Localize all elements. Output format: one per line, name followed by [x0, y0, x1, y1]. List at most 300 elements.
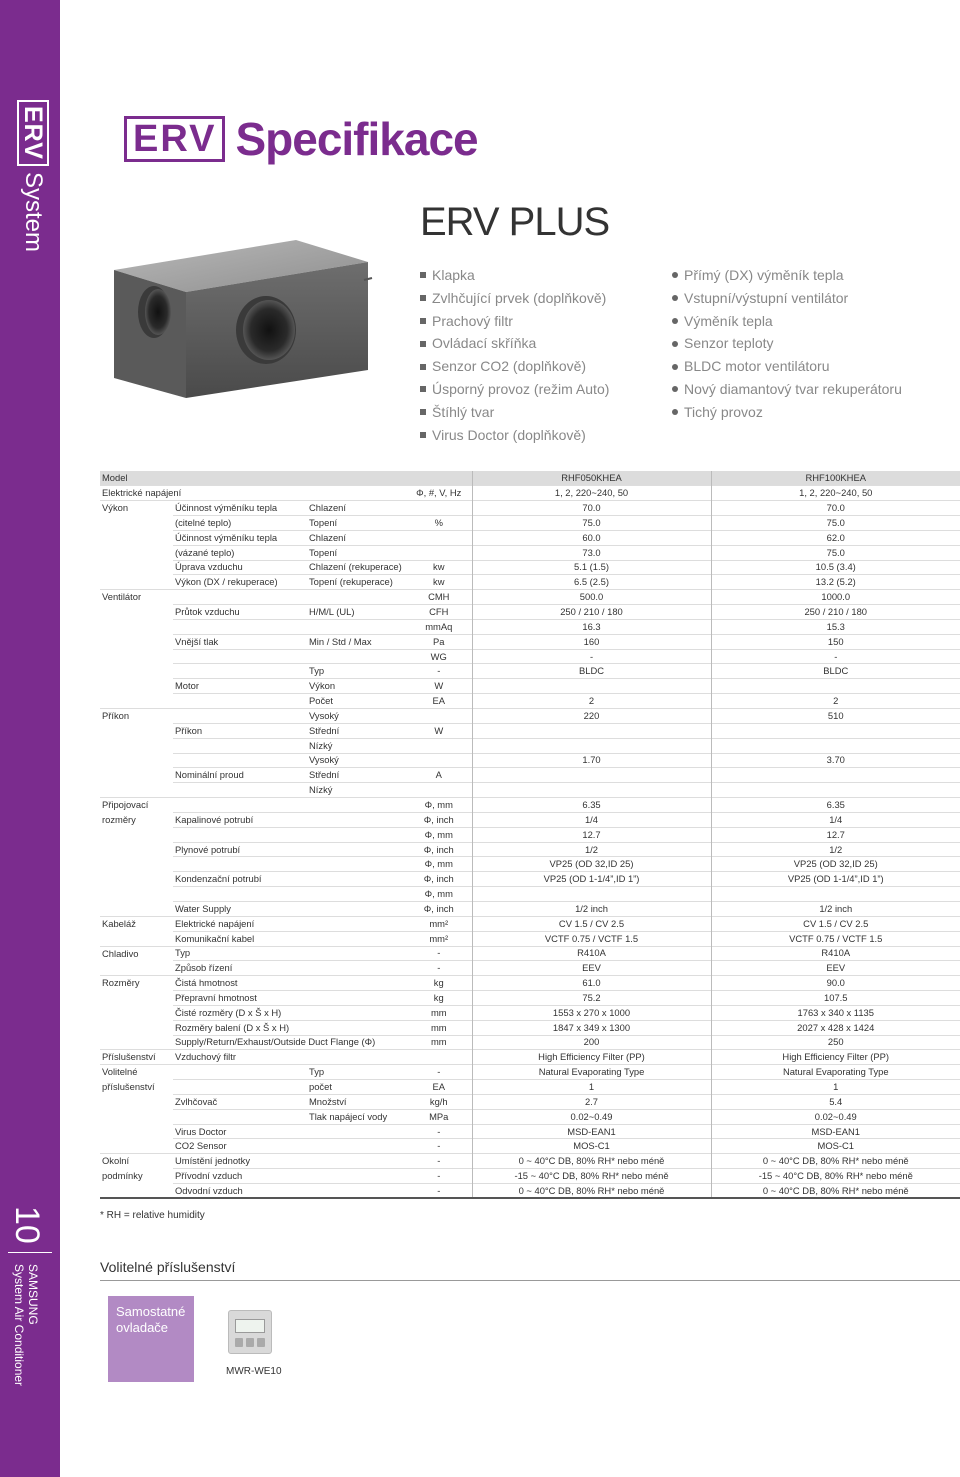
- spec-cell-item: [173, 1109, 307, 1124]
- spec-cell-item: Rozměry balení (D x Š x H): [173, 1020, 307, 1035]
- spec-cell-group: [100, 545, 173, 560]
- spec-cell-value-rhf050: 0 ~ 40°C DB, 80% RH* nebo méně: [472, 1154, 711, 1169]
- spec-cell-unit: Φ, #, V, Hz: [406, 486, 472, 501]
- spec-cell-sub: Výkon: [307, 679, 406, 694]
- spec-cell-group: [100, 901, 173, 916]
- spec-cell-value-rhf100: MSD-EAN1: [711, 1124, 960, 1139]
- feature-left-item: Štíhlý tvar: [420, 401, 609, 424]
- spec-cell-value-rhf050: 16.3: [472, 619, 711, 634]
- spec-cell-unit: kg: [406, 991, 472, 1006]
- spec-cell-sub: [307, 991, 406, 1006]
- spec-cell-group: [100, 634, 173, 649]
- spec-cell-sub: [307, 931, 406, 946]
- spec-cell-group: Rozměry: [100, 976, 173, 991]
- spec-cell-item: Komunikační kabel: [173, 931, 307, 946]
- spec-cell-sub: [307, 857, 406, 872]
- spec-cell-unit: WG: [406, 649, 472, 664]
- footnote: * RH = relative humidity: [100, 1210, 205, 1221]
- spec-cell-value-rhf100: 1, 2, 220~240, 50: [711, 486, 960, 501]
- spec-cell-group: [100, 619, 173, 634]
- spec-cell-sub: [307, 590, 406, 605]
- spec-cell-value-rhf050: MSD-EAN1: [472, 1124, 711, 1139]
- page-title: Specifikace: [235, 113, 478, 165]
- spec-cell-value-rhf050: 200: [472, 1035, 711, 1050]
- spec-row: [100, 738, 960, 753]
- brand-subtitle: System Air Conditioner: [12, 1264, 26, 1387]
- spec-cell-unit: Φ, mm: [406, 887, 472, 902]
- spec-cell-unit: kw: [406, 575, 472, 590]
- spec-row: [100, 605, 960, 620]
- spec-cell-value-rhf100: 2027 x 428 x 1424: [711, 1020, 960, 1035]
- spec-cell-value-rhf100: BLDC: [711, 664, 960, 679]
- spec-row: [100, 1184, 960, 1199]
- spec-cell-value-rhf100: 1/4: [711, 812, 960, 827]
- spec-cell-unit: CMH: [406, 590, 472, 605]
- spec-cell-sub: [307, 916, 406, 931]
- spec-cell-value-rhf100: 1/2: [711, 842, 960, 857]
- spec-row: [100, 872, 960, 887]
- spec-cell-sub: Střední: [307, 723, 406, 738]
- spec-cell-item: (vázané teplo): [173, 545, 307, 560]
- spec-cell-group: [100, 827, 173, 842]
- spec-row: [100, 1094, 960, 1109]
- spec-cell-value-rhf050: 500.0: [472, 590, 711, 605]
- spec-row: [100, 619, 960, 634]
- brand-box: [0, 1264, 60, 1404]
- spec-cell-value-rhf050: 75.0: [472, 516, 711, 531]
- spec-cell-item: [173, 1080, 307, 1095]
- spec-cell-value-rhf050: -: [472, 649, 711, 664]
- spec-cell-value-rhf100: 75.0: [711, 516, 960, 531]
- page-header: [124, 114, 478, 164]
- spec-cell-value-rhf100: 62.0: [711, 530, 960, 545]
- sidebar-system-label: System: [20, 171, 47, 252]
- spec-cell-unit: -: [406, 946, 472, 961]
- feature-right-item: Tichý provoz: [672, 401, 902, 424]
- spec-cell-item: Water Supply: [173, 901, 307, 916]
- spec-cell-unit: W: [406, 723, 472, 738]
- spec-cell-group: [100, 1109, 173, 1124]
- spec-cell-value-rhf050: -15 ~ 40°C DB, 80% RH* nebo méně: [472, 1169, 711, 1184]
- spec-cell-item: [173, 664, 307, 679]
- spec-row: [100, 798, 960, 813]
- spec-cell-sub: [307, 961, 406, 976]
- spec-cell-value-rhf050: High Efficiency Filter (PP): [472, 1050, 711, 1065]
- spec-cell-unit: Φ, inch: [406, 812, 472, 827]
- spec-cell-unit: %: [406, 516, 472, 531]
- spec-cell-sub: [307, 887, 406, 902]
- spec-cell-group: [100, 768, 173, 783]
- spec-row: [100, 931, 960, 946]
- spec-cell-sub: [307, 827, 406, 842]
- spec-cell-item: Plynové potrubí: [173, 842, 307, 857]
- spec-cell-item: Supply/Return/Exhaust/Outside Duct Flange (Φ): [173, 1035, 307, 1050]
- spec-row: [100, 857, 960, 872]
- spec-cell-value-rhf050: 250 / 210 / 180: [472, 605, 711, 620]
- spec-cell-value-rhf100: 6.35: [711, 798, 960, 813]
- spec-cell-unit: -: [406, 1124, 472, 1139]
- spec-cell-item: Kondenzační potrubí: [173, 872, 307, 887]
- spec-cell-value-rhf050: 0 ~ 40°C DB, 80% RH* nebo méně: [472, 1184, 711, 1199]
- spec-cell-item: Odvodní vzduch: [173, 1184, 307, 1199]
- erv-unit-image: [106, 220, 386, 420]
- spec-cell-value-rhf050: 160: [472, 634, 711, 649]
- spec-row: [100, 812, 960, 827]
- spec-cell-sub: [307, 1005, 406, 1020]
- spec-row: [100, 723, 960, 738]
- spec-cell-item: Zvlhčovač: [173, 1094, 307, 1109]
- spec-cell-unit: -: [406, 1065, 472, 1080]
- spec-row: [100, 1020, 960, 1035]
- feature-left-item: Ovládací skříňka: [420, 332, 609, 355]
- spec-cell-sub: Nízký: [307, 738, 406, 753]
- spec-cell-unit: mmAq: [406, 619, 472, 634]
- spec-cell-value-rhf100: 250: [711, 1035, 960, 1050]
- spec-cell-sub: [307, 1154, 406, 1169]
- spec-row: [100, 575, 960, 590]
- spec-row: [100, 545, 960, 560]
- spec-cell-item: [173, 486, 307, 501]
- spec-row: [100, 976, 960, 991]
- spec-row: [100, 1139, 960, 1154]
- spec-cell-item: [173, 887, 307, 902]
- spec-row: [100, 991, 960, 1006]
- brand-name: SAMSUNG: [26, 1264, 40, 1325]
- spec-cell-item: Nominální proud: [173, 768, 307, 783]
- spec-row: [100, 1154, 960, 1169]
- spec-cell-item: Příkon: [173, 723, 307, 738]
- spec-cell-sub: Chlazení: [307, 501, 406, 516]
- spec-row: [100, 1065, 960, 1080]
- spec-cell-value-rhf100: 13.2 (5.2): [711, 575, 960, 590]
- spec-cell-value-rhf100: R410A: [711, 946, 960, 961]
- spec-cell-group: Ventilátor: [100, 590, 173, 605]
- spec-cell-unit: Φ, mm: [406, 798, 472, 813]
- spec-row: [100, 649, 960, 664]
- spec-cell-group: [100, 1139, 173, 1154]
- spec-cell-unit: [406, 1050, 472, 1065]
- spec-cell-group: [100, 1094, 173, 1109]
- spec-cell-value-rhf100: 12.7: [711, 827, 960, 842]
- spec-cell-value-rhf100: 5.4: [711, 1094, 960, 1109]
- spec-row: [100, 530, 960, 545]
- spec-cell-group: Model: [100, 471, 173, 486]
- spec-cell-group: rozměry: [102, 813, 136, 825]
- spec-cell-value-rhf050: 61.0: [472, 976, 711, 991]
- spec-cell-value-rhf050: 1.70: [472, 753, 711, 768]
- spec-cell-sub: [307, 1139, 406, 1154]
- spec-cell-value-rhf050: [472, 738, 711, 753]
- spec-cell-group: podmínky: [102, 1170, 143, 1182]
- spec-cell-value-rhf100: 2: [711, 694, 960, 709]
- spec-cell-group: [100, 753, 173, 768]
- spec-cell-item: Typ: [173, 946, 307, 961]
- spec-cell-group: [100, 649, 173, 664]
- spec-cell-group: Příslušenství: [100, 1050, 173, 1065]
- spec-header-row: [100, 471, 960, 486]
- spec-cell-group: [100, 560, 173, 575]
- spec-cell-value-rhf050: 1: [472, 1080, 711, 1095]
- spec-cell-item: Přepravní hmotnost: [173, 991, 307, 1006]
- spec-cell-sub: [307, 976, 406, 991]
- spec-row: [100, 486, 960, 501]
- spec-cell-value-rhf050: EEV: [472, 961, 711, 976]
- spec-cell-group: [100, 516, 173, 531]
- spec-row: [100, 1035, 960, 1050]
- spec-row: [100, 560, 960, 575]
- feature-right-item: Vstupní/výstupní ventilátor: [672, 287, 902, 310]
- spec-cell-group: Chladivo: [100, 946, 173, 961]
- sidebar: [0, 0, 60, 1477]
- spec-cell-value-rhf100: 0 ~ 40°C DB, 80% RH* nebo méně: [711, 1184, 960, 1199]
- spec-row: [100, 1169, 960, 1184]
- spec-cell-group: [100, 842, 173, 857]
- spec-cell-unit: [406, 471, 472, 486]
- spec-cell-unit: [406, 783, 472, 798]
- spec-cell-unit: -: [406, 1184, 472, 1199]
- spec-cell-item: [173, 694, 307, 709]
- spec-cell-value-rhf050: VP25 (OD 1-1/4”,ID 1”): [472, 872, 711, 887]
- spec-cell-sub: počet: [307, 1080, 406, 1095]
- remote-model-label: MWR-WE10: [226, 1366, 282, 1377]
- spec-cell-value-rhf100: EEV: [711, 961, 960, 976]
- spec-cell-value-rhf100: 1000.0: [711, 590, 960, 605]
- spec-cell-item: [173, 590, 307, 605]
- spec-cell-item: Kapalinové potrubí: [173, 812, 307, 827]
- spec-row: [100, 753, 960, 768]
- spec-cell-value-rhf050: CV 1.5 / CV 2.5: [472, 916, 711, 931]
- spec-cell-item: [173, 709, 307, 724]
- spec-cell-item: [173, 1065, 307, 1080]
- spec-cell-value-rhf050: RHF050KHEA: [472, 471, 711, 486]
- spec-cell-value-rhf050: 12.7: [472, 827, 711, 842]
- spec-row: [100, 887, 960, 902]
- spec-cell-value-rhf100: 150: [711, 634, 960, 649]
- spec-cell-group: Okolní: [100, 1154, 173, 1169]
- spec-cell-value-rhf100: RHF100KHEA: [711, 471, 960, 486]
- feature-left-item: Klapka: [420, 264, 609, 287]
- spec-cell-item: CO2 Sensor: [173, 1139, 307, 1154]
- spec-cell-sub: [307, 1124, 406, 1139]
- spec-row: [100, 590, 960, 605]
- spec-cell-sub: [307, 1050, 406, 1065]
- feature-left-item: Senzor CO2 (doplňkově): [420, 355, 609, 378]
- spec-cell-value-rhf100: Natural Evaporating Type: [711, 1065, 960, 1080]
- spec-cell-sub: Množství: [307, 1094, 406, 1109]
- page-number-box: [0, 1200, 60, 1248]
- spec-cell-unit: EA: [406, 1080, 472, 1095]
- spec-cell-group: [100, 887, 173, 902]
- spec-cell-value-rhf050: [472, 723, 711, 738]
- spec-cell-unit: mm: [406, 1035, 472, 1050]
- spec-cell-value-rhf050: 1553 x 270 x 1000: [472, 1005, 711, 1020]
- spec-cell-group: [100, 1184, 173, 1199]
- spec-cell-value-rhf050: 73.0: [472, 545, 711, 560]
- spec-cell-item: Motor: [173, 679, 307, 694]
- spec-cell-group: [100, 664, 173, 679]
- spec-cell-unit: [406, 753, 472, 768]
- feature-left-item: Zvlhčující prvek (doplňkově): [420, 287, 609, 310]
- spec-cell-value-rhf100: [711, 768, 960, 783]
- spec-cell-group: [100, 575, 173, 590]
- spec-cell-group: Příkon: [100, 709, 173, 724]
- page-number: 10: [8, 1206, 46, 1244]
- spec-cell-item: [173, 753, 307, 768]
- optional-accessories-title: Volitelné příslušenství: [100, 1259, 236, 1275]
- spec-cell-value-rhf100: [711, 887, 960, 902]
- spec-row: [100, 842, 960, 857]
- spec-cell-unit: Φ, mm: [406, 827, 472, 842]
- spec-cell-value-rhf100: MOS-C1: [711, 1139, 960, 1154]
- spec-cell-group: [100, 1020, 173, 1035]
- spec-cell-item: Vnější tlak: [173, 634, 307, 649]
- spec-row: [100, 679, 960, 694]
- spec-cell-item: Vzduchový filtr: [173, 1050, 307, 1065]
- spec-cell-group: [100, 1035, 173, 1050]
- spec-row: [100, 516, 960, 531]
- optional-divider: [100, 1280, 960, 1281]
- spec-cell-unit: kg: [406, 976, 472, 991]
- spec-cell-group: [100, 738, 173, 753]
- spec-cell-unit: [406, 530, 472, 545]
- spec-cell-value-rhf050: 1/4: [472, 812, 711, 827]
- spec-cell-value-rhf050: 60.0: [472, 530, 711, 545]
- spec-cell-item: Přívodní vzduch: [173, 1169, 307, 1184]
- spec-cell-group: [100, 872, 173, 887]
- spec-cell-value-rhf050: 6.35: [472, 798, 711, 813]
- spec-cell-value-rhf100: CV 1.5 / CV 2.5: [711, 916, 960, 931]
- spec-cell-value-rhf100: 15.3: [711, 619, 960, 634]
- spec-cell-item: Čistá hmotnost: [173, 976, 307, 991]
- spec-cell-sub: [307, 471, 406, 486]
- spec-cell-item: [173, 857, 307, 872]
- spec-cell-group: [100, 961, 173, 976]
- spec-cell-value-rhf100: [711, 783, 960, 798]
- spec-cell-unit: -: [406, 1169, 472, 1184]
- spec-cell-sub: Min / Std / Max: [307, 634, 406, 649]
- spec-cell-value-rhf050: VP25 (OD 32,ID 25): [472, 857, 711, 872]
- spec-cell-group: Připojovací: [100, 798, 173, 813]
- spec-cell-sub: [307, 486, 406, 501]
- spec-cell-value-rhf100: 1/2 inch: [711, 901, 960, 916]
- spec-cell-item: Elektrické napájení: [173, 916, 307, 931]
- spec-cell-sub: Nízký: [307, 783, 406, 798]
- spec-cell-sub: [307, 1169, 406, 1184]
- feature-left-item: Úsporný provoz (režim Auto): [420, 378, 609, 401]
- spec-cell-value-rhf100: [711, 723, 960, 738]
- spec-row: [100, 916, 960, 931]
- spec-cell-sub: Topení: [307, 545, 406, 560]
- spec-cell-sub: [307, 872, 406, 887]
- spec-cell-value-rhf050: 1/2: [472, 842, 711, 857]
- spec-row: [100, 961, 960, 976]
- spec-cell-group: Kabeláž: [100, 916, 173, 931]
- spec-cell-value-rhf100: 510: [711, 709, 960, 724]
- spec-cell-value-rhf050: 6.5 (2.5): [472, 575, 711, 590]
- spec-row: [100, 827, 960, 842]
- spec-cell-group: [100, 931, 173, 946]
- spec-cell-item: (citelné teplo): [173, 516, 307, 531]
- spec-cell-group: [100, 723, 173, 738]
- spec-cell-unit: mm²: [406, 931, 472, 946]
- spec-cell-unit: [406, 501, 472, 516]
- spec-cell-group: [100, 783, 173, 798]
- optional-category-box: Samostatné ovladače: [108, 1296, 194, 1382]
- spec-cell-unit: [406, 709, 472, 724]
- product-name: ERV PLUS: [420, 200, 610, 244]
- spec-cell-group: Volitelné: [100, 1065, 173, 1080]
- spec-row: [100, 1050, 960, 1065]
- spec-cell-unit: mm²: [406, 916, 472, 931]
- spec-cell-value-rhf100: 1763 x 340 x 1135: [711, 1005, 960, 1020]
- spec-cell-group: [100, 991, 173, 1006]
- spec-cell-value-rhf050: [472, 679, 711, 694]
- spec-cell-unit: Pa: [406, 634, 472, 649]
- spec-cell-value-rhf050: R410A: [472, 946, 711, 961]
- spec-cell-unit: [406, 545, 472, 560]
- spec-cell-value-rhf100: 70.0: [711, 501, 960, 516]
- spec-cell-value-rhf050: [472, 887, 711, 902]
- spec-cell-sub: [307, 901, 406, 916]
- spec-cell-unit: EA: [406, 694, 472, 709]
- spec-cell-sub: [307, 798, 406, 813]
- feature-right-item: Výměník tepla: [672, 310, 902, 333]
- sidebar-erv-badge: ERV: [17, 100, 49, 166]
- spec-cell-item: [173, 783, 307, 798]
- spec-cell-sub: Střední: [307, 768, 406, 783]
- spec-row: [100, 946, 960, 961]
- spec-cell-item: Čisté rozměry (D x Š x H): [173, 1005, 307, 1020]
- spec-cell-sub: [307, 946, 406, 961]
- spec-cell-value-rhf100: 250 / 210 / 180: [711, 605, 960, 620]
- spec-row: [100, 694, 960, 709]
- spec-table: [100, 471, 960, 1199]
- spec-row: [100, 1080, 960, 1095]
- spec-cell-group: [100, 530, 173, 545]
- spec-cell-value-rhf100: 3.70: [711, 753, 960, 768]
- spec-cell-unit: CFH: [406, 605, 472, 620]
- spec-cell-value-rhf050: [472, 768, 711, 783]
- sidebar-heading: [13, 100, 49, 400]
- spec-cell-value-rhf050: 70.0: [472, 501, 711, 516]
- spec-cell-unit: MPa: [406, 1109, 472, 1124]
- spec-cell-value-rhf050: 220: [472, 709, 711, 724]
- spec-cell-value-rhf050: MOS-C1: [472, 1139, 711, 1154]
- spec-cell-unit: kg/h: [406, 1094, 472, 1109]
- spec-row: [100, 664, 960, 679]
- remote-buttons: [235, 1338, 265, 1347]
- spec-cell-unit: A: [406, 768, 472, 783]
- spec-cell-value-rhf050: 1847 x 349 x 1300: [472, 1020, 711, 1035]
- spec-cell-value-rhf050: 1, 2, 220~240, 50: [472, 486, 711, 501]
- spec-cell-value-rhf100: VCTF 0.75 / VCTF 1.5: [711, 931, 960, 946]
- spec-cell-item: Umístění jednotky: [173, 1154, 307, 1169]
- spec-cell-value-rhf050: VCTF 0.75 / VCTF 1.5: [472, 931, 711, 946]
- spec-cell-value-rhf100: VP25 (OD 1-1/4”,ID 1”): [711, 872, 960, 887]
- spec-cell-item: Způsob řízení: [173, 961, 307, 976]
- spec-cell-value-rhf050: 75.2: [472, 991, 711, 1006]
- spec-cell-group: Výkon: [100, 501, 173, 516]
- spec-cell-unit: -: [406, 961, 472, 976]
- spec-cell-value-rhf100: High Efficiency Filter (PP): [711, 1050, 960, 1065]
- spec-row: [100, 901, 960, 916]
- spec-cell-value-rhf050: 1/2 inch: [472, 901, 711, 916]
- spec-cell-item: Virus Doctor: [173, 1124, 307, 1139]
- spec-cell-value-rhf050: 0.02~0.49: [472, 1109, 711, 1124]
- spec-cell-group: Elektrické napájení: [100, 486, 173, 501]
- spec-cell-item: Průtok vzduchu: [173, 605, 307, 620]
- spec-cell-group: [100, 605, 173, 620]
